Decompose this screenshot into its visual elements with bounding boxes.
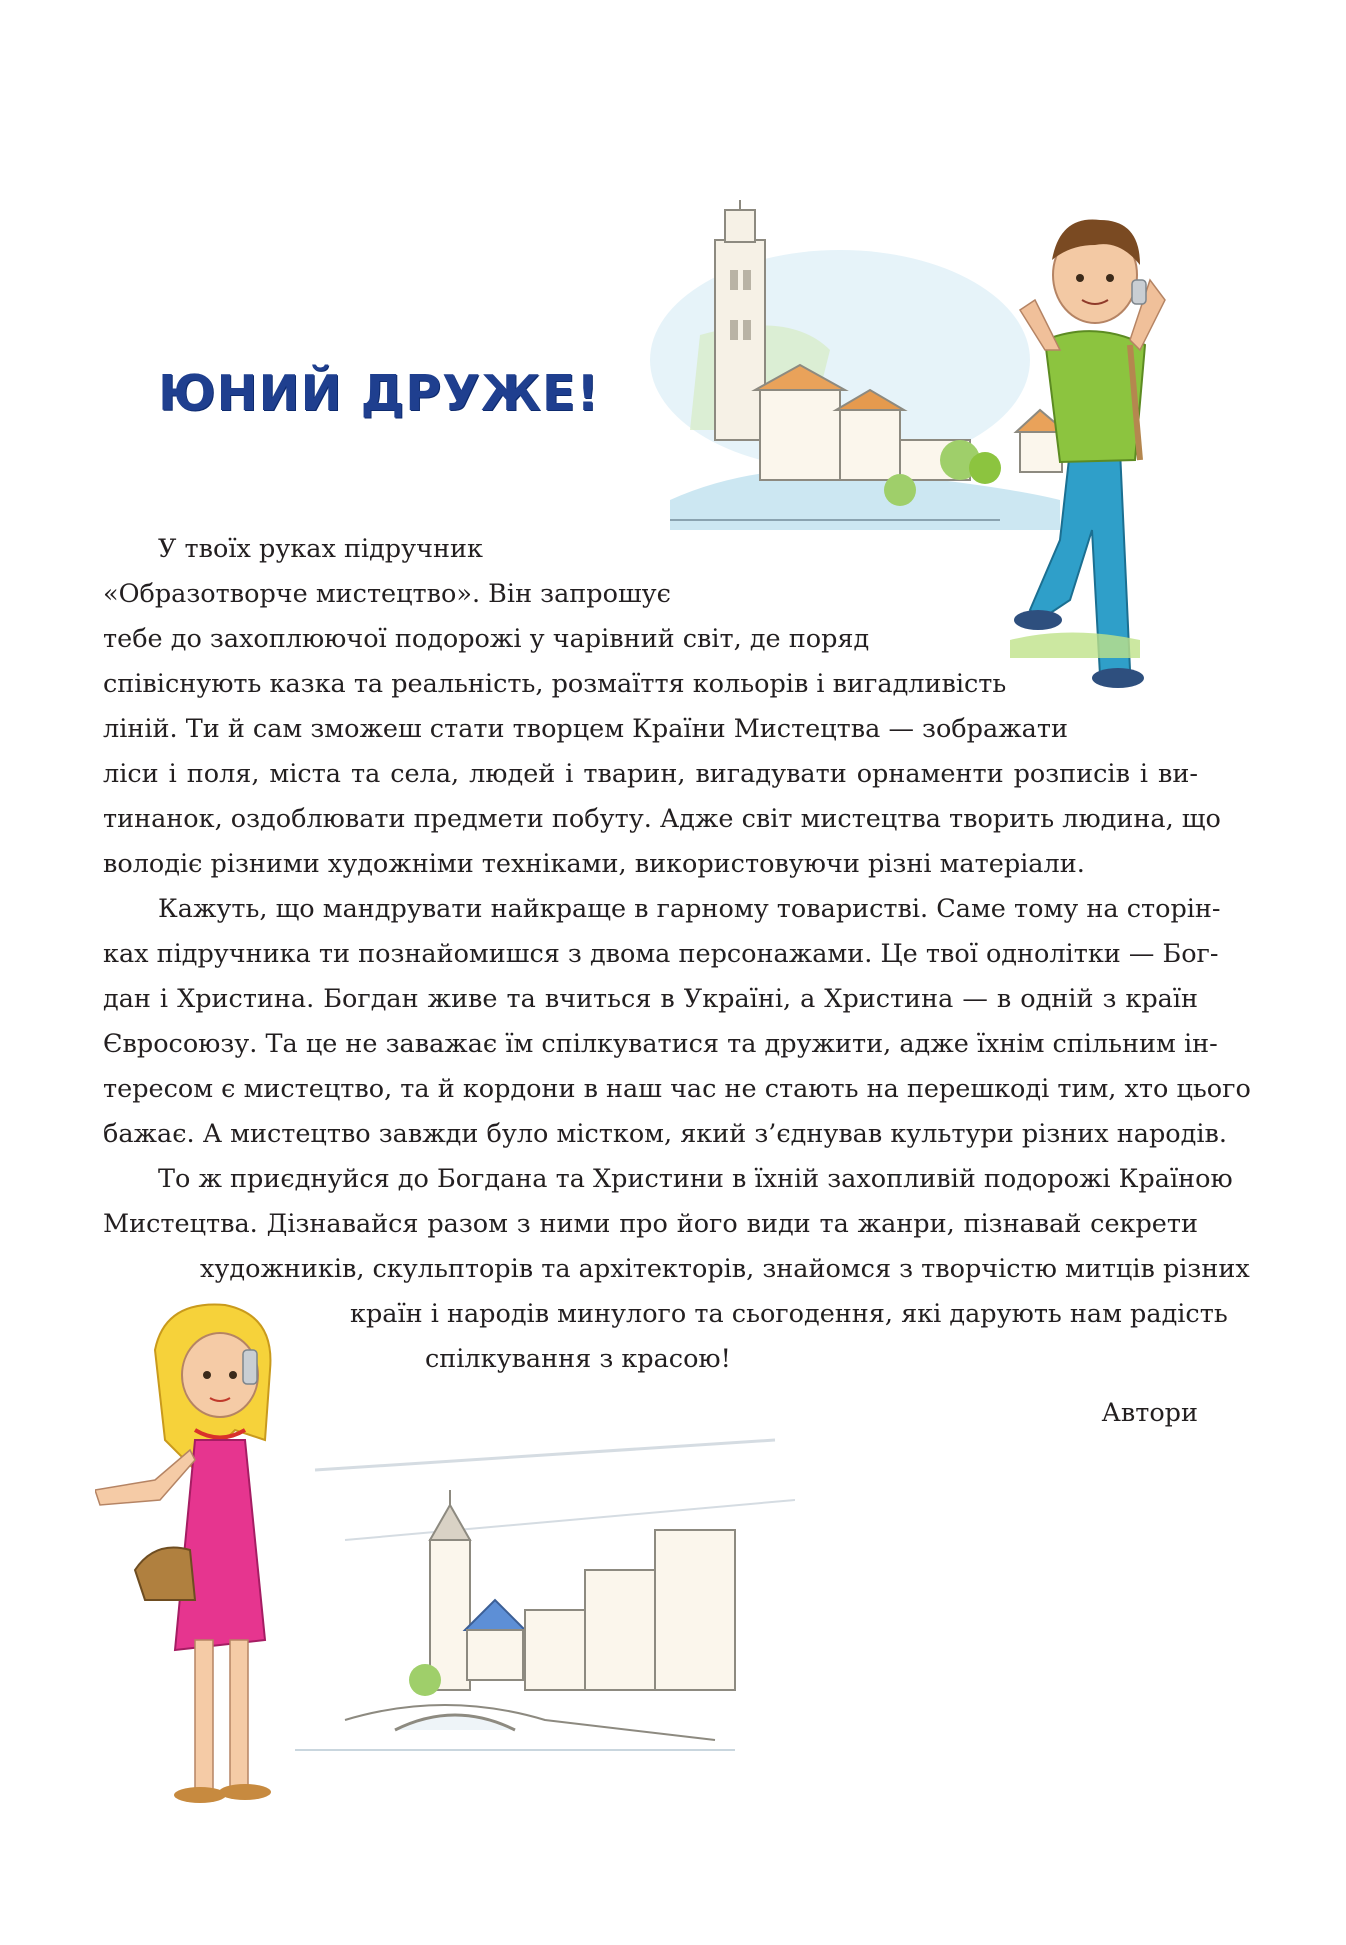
text-line: «Образотворче мистецтво». Він запрошує: [103, 579, 671, 609]
text-line: ліси і поля, міста та села, людей і тварин, вигадувати орнаменти розписів і ви-: [103, 759, 1198, 789]
text-line: То ж приєднуйся до Богдана та Христини в їхній захопливій подорожі Країною: [158, 1164, 1233, 1194]
text-line: тинанок, оздоблювати предмети побуту. Адже світ мистецтва творить людина, що: [103, 804, 1221, 834]
page-title: ЮНИЙ ДРУЖЕ!: [158, 365, 600, 422]
text-line: спілкування з красою!: [425, 1344, 731, 1374]
text-line: ках підручника ти познайомишся з двома персонажами. Це твої однолітки — Бог-: [103, 939, 1219, 969]
text-line: володіє різними художніми техніками, використовуючи різні матеріали.: [103, 849, 1085, 879]
signature: Автори: [1101, 1398, 1198, 1428]
town-scenery: [650, 200, 1066, 530]
text-line: Кажуть, що мандрувати найкраще в гарному товаристві. Саме тому на сторін-: [158, 894, 1221, 924]
girl-character: [95, 1305, 271, 1803]
text-line: країн і народів минулого та сьогодення, які дарують нам радість: [350, 1299, 1228, 1329]
text-line: співіснують казка та реальність, розмаїття кольорів і вигадливість: [103, 669, 1007, 699]
text-line: Мистецтва. Дізнавайся разом з ними про його види та жанри, пізнавай секрети: [103, 1209, 1198, 1239]
text-line: художників, скульпторів та архітекторів, знайомся з творчістю митців різних: [200, 1254, 1250, 1284]
text-line: У твоїх руках підручник: [158, 534, 483, 564]
text-line: тересом є мистецтво, та й кордони в наш час не стають на перешкоді тим, хто цього: [103, 1074, 1251, 1104]
girl-town-illustration: [95, 1300, 795, 1830]
text-line: ліній. Ти й сам зможеш стати творцем Країни Мистецтва — зображати: [103, 714, 1068, 744]
text-line: бажає. А мистецтво завжди було містком, який з’єднував культури різних народів.: [103, 1119, 1227, 1149]
text-line: дан і Христина. Богдан живе та вчиться в Україні, а Христина — в одній з країн: [103, 984, 1198, 1014]
town-scenery-bottom: [295, 1440, 795, 1750]
text-line: тебе до захоплюючої подорожі у чарівний світ, де поряд: [103, 624, 870, 654]
text-line: Євросоюзу. Та це не заважає їм спілкуватися та дружити, адже їхнім спільним ін-: [103, 1029, 1218, 1059]
